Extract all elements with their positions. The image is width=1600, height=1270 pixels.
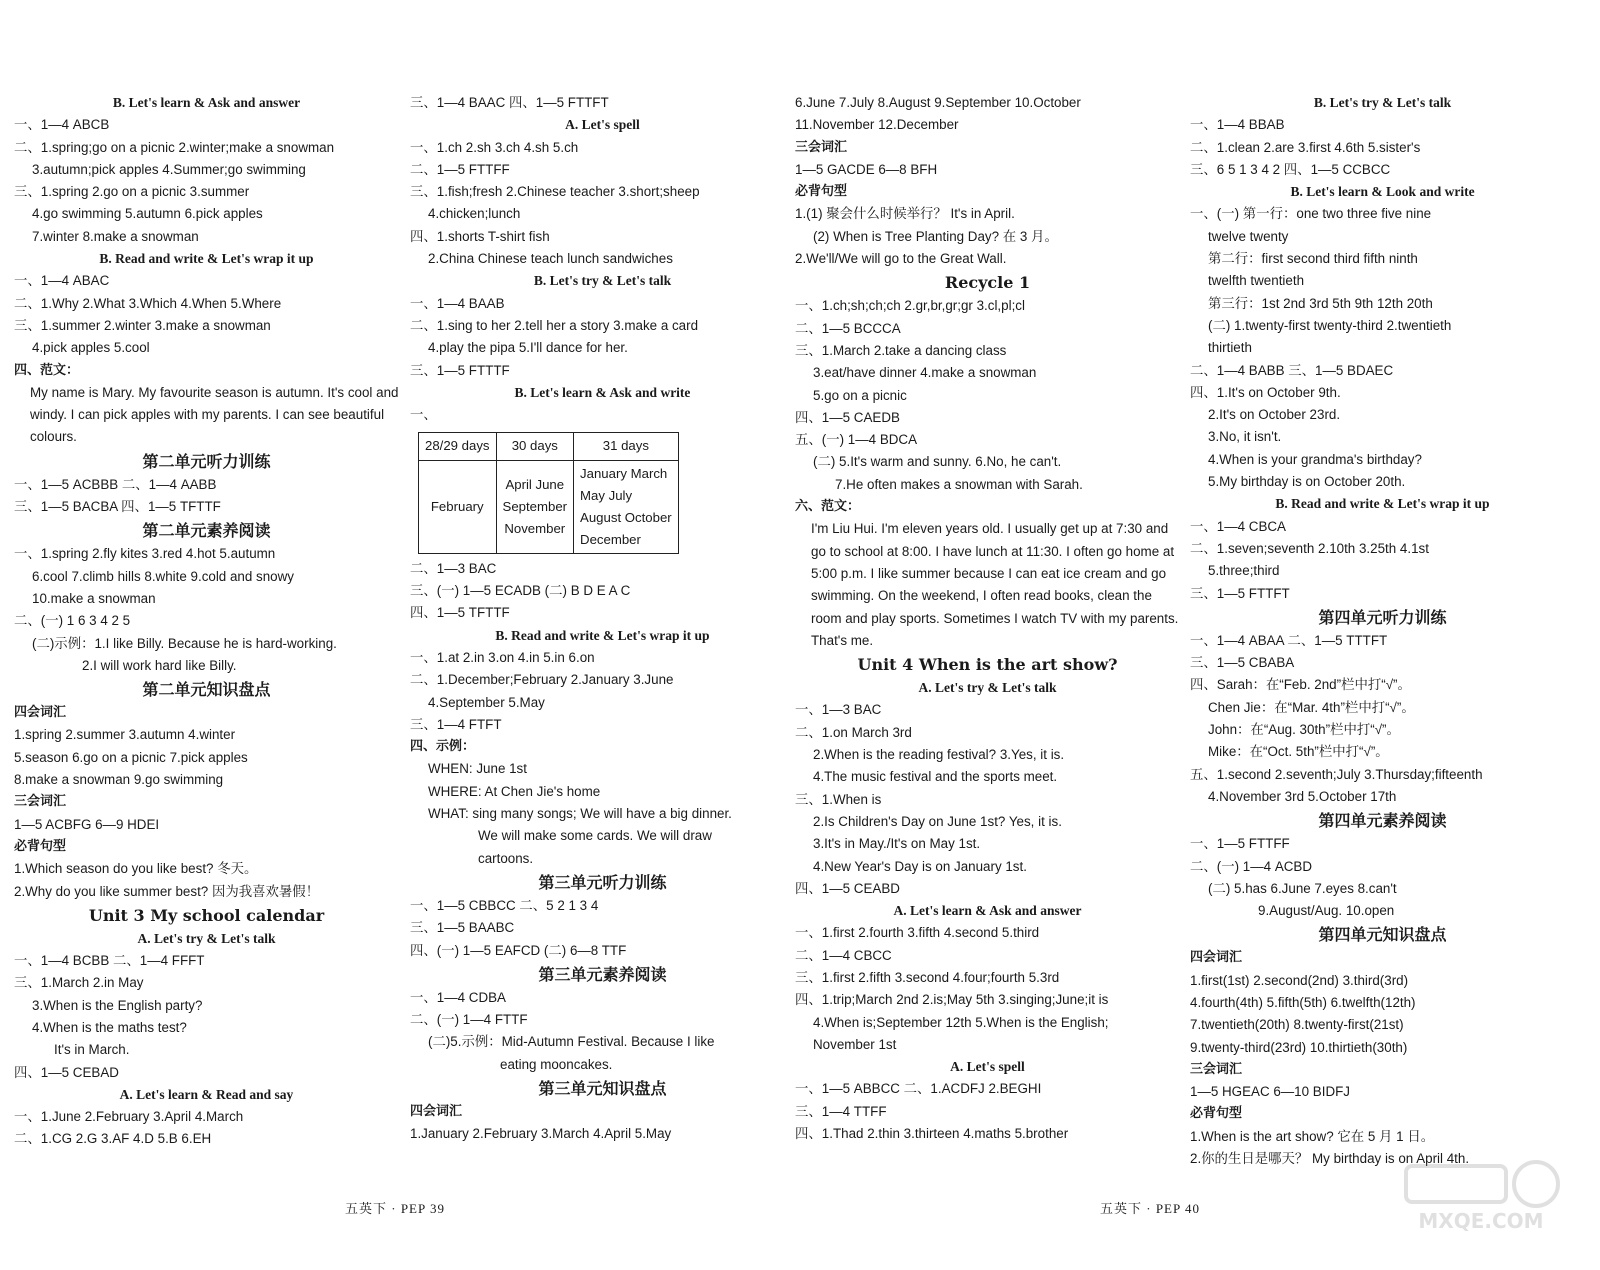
answer-line: 5.three;third [1208,563,1280,579]
month-name: September [502,498,568,514]
answer-line: 四、1.trip;March 2nd 2.is;May 5th 3.singing;June;it is [795,992,1109,1008]
unit-heading: 第三单元知识盘点 [538,1078,667,1098]
answer-column [795,92,1180,1145]
answer-line: eating mooncakes. [500,1056,613,1072]
answer-line: 7.He often makes a snowman with Sarah. [835,476,1083,492]
answer-line: 2.When is the reading festival? 3.Yes, it is. [813,747,1065,763]
answer-line: 一、1.June 2.February 3.April 4.March [14,1109,244,1125]
answer-line: 三、1.March 2.take a dancing class [795,342,1007,358]
answer-line: 4.chicken;lunch [428,206,521,222]
answer-line: John：在“Aug. 30th”栏中打“√”。 [1208,722,1400,738]
answer-line: 五、1.second 2.seventh;July 3.Thursday;fifteenth [1190,766,1483,782]
answer-line: (二) 5.has 6.June 7.eyes 8.can't [1208,880,1397,896]
section-heading: B. Read and write & Let's wrap it up [495,627,710,643]
sample-essay: I'm Liu Hui. I'm eleven years old. I usually get up at 7:30 and go to school at 8:00. I have lunch at 11:30. I often go home at 5:00 p.m. I like summer because I can eat ice cream and go swimming. On the weekend, I often read books, clean the room and play sports. Sometimes I watch TV with my parents. That's me. [811,521,1179,648]
subsection-label: 四会词汇 [1190,950,1243,966]
section-heading: B. Let's learn & Ask and write [514,384,691,400]
answer-line: 三、1.March 2.in May [14,975,144,991]
answer-line: 四、1.It's on October 9th. [1190,384,1341,400]
table-cell [419,460,497,553]
answer-line: 四、Sarah：在“Feb. 2nd”栏中打“√”。 [1190,677,1411,693]
answer-line: 1.When is the art show? 它在 5 月 1 日。 [1190,1128,1435,1144]
answer-line: 2.Why do you like summer best? 因为我喜欢暑假！ [14,883,320,899]
answer-line: 4.September 5.May [428,694,545,710]
answer-line: 二、1—5 BCCCA [795,320,901,336]
answer-line: We will make some cards. We will draw [478,828,712,844]
answer-line: 4.fourth(4th) 5.fifth(5th) 6.twelfth(12th) [1190,994,1416,1010]
answer-column [410,92,795,1146]
answer-line: 7.twentieth(20th) 8.twenty-first(21st) [1190,1017,1404,1033]
answer-line: 二、1—5 FTTFF [410,161,510,177]
answer-line: 一、1—4 BCBB 二、1—4 FFFT [14,953,205,969]
answer-line: (2) When is Tree Planting Day? 在 3 月。 [813,228,1058,244]
subsection-label: 四、范文： [14,362,80,378]
page-40 [795,0,1600,1270]
answer-line: 三、1—5 FTTFT [1190,585,1290,601]
section-heading: A. Let's spell [565,117,640,133]
answer-line: 一、1—5 FTTFF [1190,836,1290,852]
answer-line: 3.autumn;pick apples 4.Summer;go swimming [32,161,306,177]
answer-line: 一、(一) 第一行：one two three five nine [1190,206,1432,222]
unit-heading: 第三单元听力训练 [538,872,667,892]
unit-heading: 第三单元素养阅读 [538,964,667,984]
answer-line: 三、1—5 CBABA [1190,655,1295,671]
month-name: May July [580,487,633,503]
answer-line: 4.pick apples 5.cool [32,340,150,356]
answer-line: 三、1—4 BAAC 四、1—5 FTTFT [410,95,609,110]
subsection-label: 四、示例： [410,739,476,755]
answer-column [1190,92,1575,1170]
unit-heading: Recycle 1 [944,273,1031,293]
answer-line: 7.winter 8.make a snowman [32,228,199,244]
answer-line: 10.make a snowman [32,590,156,606]
table-header: 30 days [496,433,574,460]
section-heading: B. Read and write & Let's wrap it up [1275,496,1490,512]
answer-line: 一、1—4 CDBA [410,989,506,1005]
answer-line: 三、1.When is [795,791,882,807]
section-heading: A. Let's learn & Read and say [119,1086,294,1102]
subsection-label: 必背句型 [1190,1106,1243,1122]
answer-line: 一、1—4 ABCB [14,117,110,133]
answer-line: 3.When is the English party? [32,997,203,1013]
unit-heading: Unit 3 My school calendar [88,905,325,925]
answer-line: (二) 5.It's warm and sunny. 6.No, he can't. [813,454,1062,470]
month-name: August October [580,509,672,525]
answer-line: twelfth twentieth [1208,273,1305,289]
answer-line: (二) 1.twenty-first twenty-third 2.twentieth [1208,317,1452,333]
answer-line: 4.When is the maths test? [32,1019,187,1035]
unit-heading: 第四单元听力训练 [1318,607,1447,627]
answer-line: 5.go on a picnic [813,387,907,403]
unit-heading: 第四单元知识盘点 [1318,925,1447,945]
answer-line: (二)示例：1.I like Billy. Because he is hard-working. [32,635,337,651]
section-heading: A. Let's try & Let's talk [137,930,276,946]
answer-line: 二、(一) 1—4 ACBD [1190,858,1313,874]
answer-line: 二、1.CG 2.G 3.AF 4.D 5.B 6.EH [14,1131,212,1147]
answer-line: 二、1.December;February 2.January 3.June [410,672,674,688]
subsection-label: 必背句型 [14,838,67,854]
answer-line: 四、1.shorts T-shirt fish [410,228,550,244]
page-footer: 五英下 · PEP 39 [345,1201,445,1216]
answer-line: 11.November 12.December [795,117,959,133]
answer-line: 三、1.fish;fresh 2.Chinese teacher 3.short;sheep [410,184,700,200]
unit-heading: 第二单元素养阅读 [142,521,271,541]
answer-line: 一、1—5 ABBCC 二、1.ACDFJ 2.BEGHI [795,1081,1042,1097]
answer-line: 三、1—5 BAABC [410,920,515,936]
answer-line: 三、1.summer 2.winter 3.make a snowman [14,317,271,333]
section-heading: B. Let's try & Let's talk [1313,95,1452,110]
table-cell [574,460,679,553]
answer-line: 一、1.first 2.fourth 3.fifth 4.second 5.third [795,925,1040,941]
watermark-logo [1396,1156,1566,1236]
answer-line: 二、1—4 BABB 三、1—5 BDAEC [1190,362,1394,378]
answer-line: 9.twenty-third(23rd) 10.thirtieth(30th) [1190,1039,1408,1055]
answer-line: 第二行：first second third fifth ninth [1208,251,1418,267]
answer-line: 二、(一) 1—4 FTTF [410,1012,528,1028]
answer-line: 8.make a snowman 9.go swimming [14,772,224,788]
answer-line: 一、 [410,407,437,423]
answer-line: 一、1—4 BAAB [410,295,505,311]
answer-line: 2.We'll/We will go to the Great Wall. [795,251,1007,267]
answer-line: cartoons. [478,850,534,866]
subsection-label: 六、范文： [795,499,861,515]
answer-line: 二、(一) 1 6 3 4 2 5 [14,613,131,629]
month-name: November [504,520,566,536]
answer-line: 6.cool 7.climb hills 8.white 9.cold and snowy [32,568,294,584]
answer-line: 三、1—5 BACBA 四、1—5 TFTTF [14,499,221,515]
answer-line: 二、1—4 CBCC [795,947,892,963]
answer-line: 四、1—5 CAEDB [795,409,900,425]
answer-line: 2.It's on October 23rd. [1208,407,1341,423]
answer-line: 二、1.clean 2.are 3.first 4.6th 5.sister's [1190,139,1421,155]
answer-line: 一、1.ch 2.sh 3.ch 4.sh 5.ch [410,139,579,155]
answer-line: 4.play the pipa 5.I'll dance for her. [428,340,628,356]
answer-line: 二、1.spring;go on a picnic 2.winter;make a snowman [14,139,335,155]
answer-line: 五、(一) 1—4 BDCA [795,432,918,448]
section-heading: B. Let's learn & Look and write [1290,184,1475,200]
answer-line: 三、1—4 FTFT [410,716,502,732]
answer-line: 四、1.Thad 2.thin 3.thirteen 4.maths 5.brother [795,1126,1069,1142]
answer-line: 一、1.ch;sh;ch;ch 2.gr,br,gr;gr 3.cl,pl;cl [795,298,1025,314]
answer-line: thirtieth [1208,340,1252,356]
answer-line: 第三行：1st 2nd 3rd 5th 9th 12th 20th [1208,295,1433,311]
answer-line: 一、1—5 ACBBB 二、1—4 AABB [14,476,217,492]
answer-line: 一、1.spring 2.fly kites 3.red 4.hot 5.autumn [14,546,276,562]
answer-line: 5.season 6.go on a picnic 7.pick apples [14,749,248,765]
answer-line: (二)5.示例：Mid-Autumn Festival. Because I like [428,1034,715,1050]
subsection-label: 四会词汇 [410,1103,463,1119]
answer-line: 三、1—4 TTFF [795,1103,887,1119]
table-header: 31 days [574,433,679,460]
answer-line: 一、1—4 BBAB [1190,117,1285,133]
answer-line: 二、1.Why 2.What 3.Which 4.When 5.Where [14,295,282,311]
answer-line: 四、1—5 TFTTF [410,605,510,621]
answer-column [14,92,399,1151]
section-heading: B. Let's learn & Ask and answer [112,95,301,110]
answer-line: 2.China Chinese teach lunch sandwiches [428,251,673,267]
table-cell [496,460,574,553]
answer-line: 2.Is Children's Day on June 1st? Yes, it is. [813,813,1062,829]
subsection-label: 三会词汇 [1190,1061,1243,1077]
answer-line: 6.June 7.July 8.August 9.September 10.October [795,95,1081,110]
answer-line: 5.My birthday is on October 20th. [1208,474,1406,490]
answer-line: 二、1.sing to her 2.tell her a story 3.make a card [410,317,699,333]
answer-line: WHEN: June 1st [428,761,527,777]
answer-line: 4.The music festival and the sports meet. [813,769,1058,785]
answer-line: It's in March. [54,1042,130,1058]
subsection-label: 必背句型 [795,184,848,200]
answer-line: 9.August/Aug. 10.open [1258,903,1395,919]
answer-line: 二、1—3 BAC [410,560,497,576]
unit-heading: Unit 4 When is the art show? [857,655,1118,675]
answer-line: 三、1.spring 2.go on a picnic 3.summer [14,184,250,200]
answer-line: 3.It's in May./It's on May 1st. [813,836,981,852]
month-name: January March [580,465,668,481]
section-heading: B. Read and write & Let's wrap it up [99,251,314,267]
answer-line: 3.No, it isn't. [1208,429,1282,445]
table-header: 28/29 days [419,433,497,460]
section-heading: A. Let's try & Let's talk [918,680,1057,696]
answer-line: 4.New Year's Day is on January 1st. [813,858,1027,874]
answer-line: 一、1—4 CBCA [1190,518,1286,534]
unit-heading: 第二单元知识盘点 [142,680,271,700]
answer-line: WHAT: sing many songs; We will have a big dinner. [428,806,732,822]
answer-line: 1—5 ACBFG 6—9 HDEI [14,816,160,832]
answer-line: 二、1.on March 3rd [795,724,912,740]
answer-line: twelve twenty [1208,228,1289,244]
unit-heading: 第二单元听力训练 [142,451,271,471]
answer-line: 二、1.seven;seventh 2.10th 3.25th 4.1st [1190,540,1429,556]
month-days-table [418,432,679,553]
answer-line: 一、1.at 2.in 3.on 4.in 5.in 6.on [410,649,595,665]
page-footer: 五英下 · PEP 40 [1100,1201,1200,1216]
answer-line: 2.I will work hard like Billy. [82,657,237,673]
answer-line: November 1st [813,1036,897,1052]
answer-line: Chen Jie：在“Mar. 4th”栏中打“√”。 [1208,699,1415,715]
month-name: December [580,531,641,547]
answer-line: 三、1.first 2.fifth 3.second 4.four;fourth 5.3rd [795,969,1060,985]
section-heading: A. Let's spell [950,1059,1025,1075]
month-name: April June [505,476,565,492]
answer-line: 一、1—5 CBBCC 二、5 2 1 3 4 [410,897,599,913]
answer-line: 三、(一) 1—5 ECADB (二) B D E A C [410,583,631,599]
answer-line: 1—5 HGEAC 6—10 BIDFJ [1190,1084,1350,1100]
answer-line: 一、1—3 BAC [795,702,882,718]
answer-line: 1.(1) 聚会什么时候举行？ It's in April. [795,206,1015,222]
subsection-label: 三会词汇 [795,139,848,155]
answer-line: 1.first(1st) 2.second(2nd) 3.third(3rd) [1190,972,1409,988]
unit-heading: 第四单元素养阅读 [1318,811,1447,831]
answer-line: 3.eat/have dinner 4.make a snowman [813,365,1037,381]
answer-line: 2.你的生日是哪天？ My birthday is on April 4th. [1190,1151,1470,1167]
watermark-text: MXQE.COM [1418,1209,1544,1233]
answer-line: 一、1—4 ABAA 二、1—5 TTTFT [1190,632,1388,648]
answer-line: 1.Which season do you like best? 冬天。 [14,861,258,877]
answer-line: 4.When is;September 12th 5.When is the English; [813,1014,1109,1030]
answer-line: 4.When is your grandma's birthday? [1208,451,1422,467]
subsection-label: 四会词汇 [14,705,67,721]
answer-line: 1—5 GACDE 6—8 BFH [795,161,938,177]
answer-line: Mike：在“Oct. 5th”栏中打“√”。 [1208,744,1389,760]
answer-line: WHERE: At Chen Jie's home [428,783,601,799]
subsection-label: 三会词汇 [14,794,67,810]
answer-line: 4.go swimming 5.autumn 6.pick apples [32,206,263,222]
answer-line: 三、6 5 1 3 4 2 四、1—5 CCBCC [1190,161,1391,177]
section-heading: B. Let's try & Let's talk [533,273,672,289]
answer-line: 四、1—5 CEABD [795,880,900,896]
sample-essay: My name is Mary. My favourite season is autumn. It's cool and windy. I can pick apples with my parents. I can see beautiful colours. [30,384,399,445]
answer-line: 四、1—5 CEBAD [14,1064,119,1080]
answer-line: 四、(一) 1—5 EAFCD (二) 6—8 TTF [410,942,627,958]
section-heading: A. Let's learn & Ask and answer [893,903,1082,919]
month-name: February [430,498,484,514]
answer-line: 1.January 2.February 3.March 4.April 5.May [410,1126,672,1142]
answer-line: 1.spring 2.summer 3.autumn 4.winter [14,727,236,743]
answer-line: 一、1—4 ABAC [14,273,110,289]
answer-line: 三、1—5 FTTTF [410,362,510,378]
answer-line: 4.November 3rd 5.October 17th [1208,788,1397,804]
